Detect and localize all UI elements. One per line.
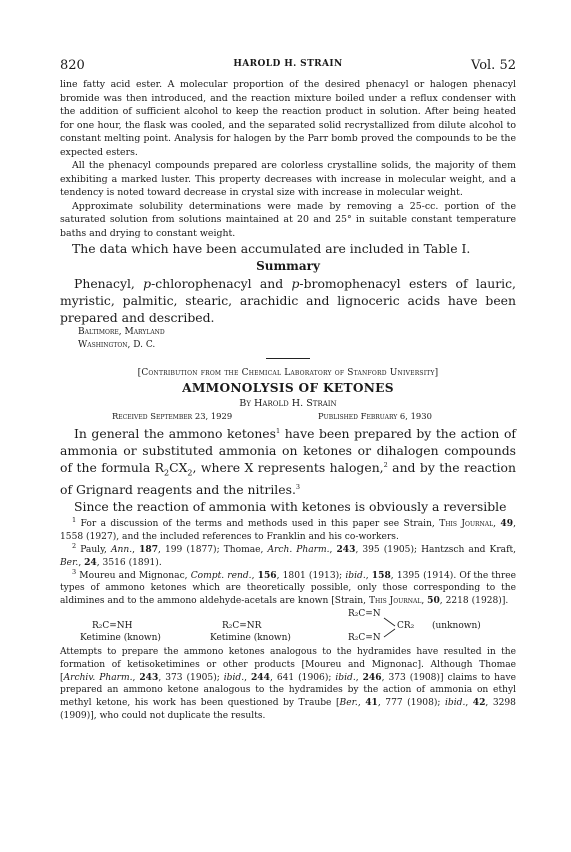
paragraph: All the phenacyl compounds prepared are colorless crystalline solids, the majority of them exhibiting a marked luster. This property decreases with increase in molecular weight, and a tendency is noted toward decrease in crystal size with increase in molecular weight. <box>60 160 516 198</box>
summary-paragraph: Phenacyl, p-chlorophenacyl and p-bromophenacyl esters of lauric, myristic, palmitic, stearic, arachidic and lignoceric acids have been prepared and described. <box>60 276 516 325</box>
formula-bond-lines <box>382 614 398 640</box>
published-date: Published February 6, 1930 <box>318 411 432 421</box>
formula-label: (unknown) <box>432 621 481 632</box>
formula-hydramide-bottom: R₂C=N <box>348 633 381 644</box>
summary-heading: Summary <box>256 259 320 273</box>
location-line: Baltimore, Maryland <box>78 327 165 337</box>
footnote-2: $^2$ Pauly, Ann., 187, 199 (1877); Thomae, Arch. Pharm., 243, 395 (1905); Hantzsch and Kraft, Ber., 24, 3516 (1891). <box>60 542 517 568</box>
article-body-paragraph: In general the ammono ketones$^1$ have been prepared by the action of ammonia or substituted ammonia on ketones or dihalogen compounds of the formula $R_2CX_2$, where X represents halogen,$^2$ and by the reaction of Grignard reagents and the nitriles.$^3$ <box>60 426 516 498</box>
formula-ketimine: R₂C=NH <box>92 621 133 632</box>
page-number: 820 <box>60 58 85 73</box>
volume-label: Vol. 52 <box>471 58 516 73</box>
article-body-paragraph: Since the reaction of ammonia with ketones is obviously a reversible <box>74 499 507 515</box>
formula-substituted-ketimine: R₂C=NR <box>222 621 262 632</box>
received-date: Received September 23, 1929 <box>112 411 233 421</box>
journal-page <box>60 58 516 723</box>
footnote-1: $^1$ For a discussion of the terms and methods used in this paper see Strain, This Journal, 49, 1558 (1927), and the included references to Franklin and his co-workers. <box>60 516 516 543</box>
contribution-line: [Contribution from the Chemical Laboratory of Stanford University] <box>137 368 439 378</box>
paragraph: line fatty acid ester. A molecular proportion of the desired phenacyl or halogen phenacyl bromide was then introduced, and the reaction mixture boiled under a reflux condenser with the addition of sufficient alcohol to keep the reaction product in solution. After being heated for one hour, the flask was cooled, and the separated solid recrystallized from dilute alcohol to constant melting point. Analysis for halogen by the Parr bomb proved the compounds to be the expected esters. <box>60 79 516 158</box>
author-byline: By Harold H. Strain <box>239 398 337 409</box>
running-header <box>60 58 516 78</box>
article-dates <box>60 411 516 425</box>
footnote-3-continued: Attempts to prepare the ammono ketones analogous to the hydramides have resulted in the formation of ketisoketimines or other products [Moureu and Mignonac]. Although Thomae [Archiv. Pharm., 243, 373 (1905); ibid., 244, 641 (1906); ibid., 246, 373 (1908)] claims to have prepared an ammono ketone analogous to the hydramides by the action of ammonia on ethyl methyl ketone, his work has been questioned by Traube [Ber., 41, 777 (1908); ibid., 42, 3298 (1909)], who could not duplicate the results. <box>60 647 516 722</box>
paragraph: The data which have been accumulated are included in Table I. <box>72 241 471 256</box>
formula-label: Ketimine (known) <box>210 633 291 644</box>
location-line: Washington, D. C. <box>78 339 156 350</box>
footnote-3: $^3$ Moureu and Mignonac, Compt. rend., 156, 1801 (1913); ibid., 158, 1395 (1914). Of the three types of ammono ketones which are theoretically possible, only those corresponding to the aldimines and to the ammono aldehyde-acetals are known [Strain, This Journal, 50, 2218 (1928)]. <box>60 567 516 607</box>
section-divider <box>266 358 310 359</box>
formula-label: Ketimine (known) <box>80 633 161 644</box>
paragraph: Approximate solubility determinations were made by removing a 25-cc. portion of the saturated solution from solutions maintained at 20 and 25° in suitable constant temperature baths and drying to constant weight. <box>60 200 516 239</box>
formula-hydramide-right: CR₂ <box>397 621 415 632</box>
formula-hydramide-top: R₂C=N <box>348 609 381 620</box>
running-title: HAROLD H. STRAIN <box>233 59 343 69</box>
article-title: AMMONOLYSIS OF KETONES <box>182 381 394 395</box>
formula-block <box>60 608 516 646</box>
